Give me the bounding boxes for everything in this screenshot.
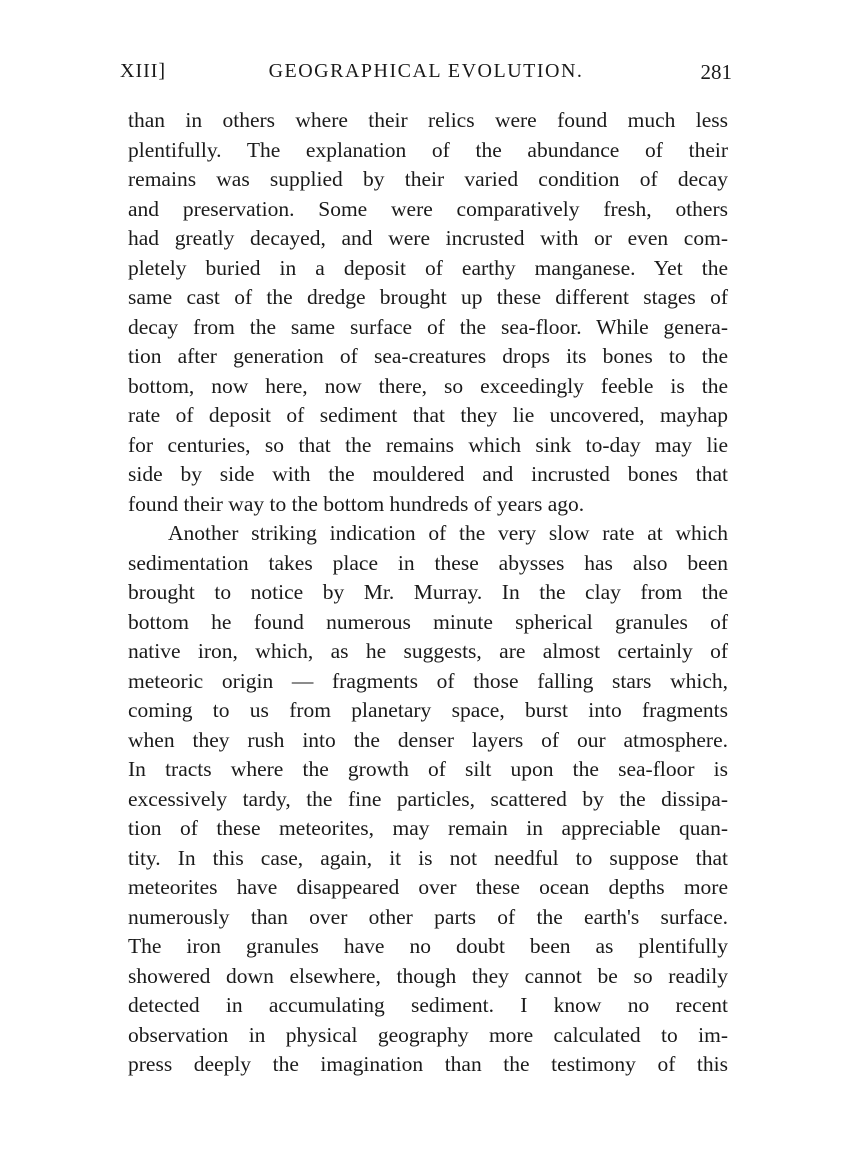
text-line: for centuries, so that the remains which sink to-day may lie	[128, 432, 728, 457]
text-line: bottom he found numerous minute spherical granules of	[128, 609, 728, 634]
paragraph	[128, 106, 728, 519]
text-line: press deeply the imagination than the testimony of this	[128, 1052, 728, 1076]
text-line: remains was supplied by their varied condition of decay	[128, 167, 728, 191]
text-line: pletely buried in a deposit of earthy manganese. Yet the	[128, 255, 728, 280]
text-line: detected in accumulating sediment. I know no recent	[128, 993, 728, 1017]
text-line: than in others where their relics were found much less	[128, 108, 728, 132]
page-number: 281	[700, 60, 732, 84]
text-line: and preservation. Some were comparatively fresh, others	[128, 196, 728, 221]
text-line: coming to us from planetary space, burst into fragments	[128, 698, 728, 722]
text-line: tion after generation of sea-creatures drops its bones to the	[128, 344, 728, 368]
text-line: In tracts where the growth of silt upon the sea-floor is	[128, 757, 728, 781]
text-line: plentifully. The explanation of the abundance of their	[128, 137, 728, 162]
text-line: sedimentation takes place in these abysses has also been	[128, 550, 728, 575]
running-head	[120, 60, 732, 90]
text-line: showered down elsewhere, though they cannot be so readily	[128, 963, 728, 988]
running-title: GEOGRAPHICAL EVOLUTION.	[268, 60, 584, 82]
text-line: tity. In this case, again, it is not needful to suppose that	[128, 845, 728, 870]
text-line: native iron, which, as he suggests, are almost certainly of	[128, 639, 728, 663]
text-line: The iron granules have no doubt been as plentifully	[128, 934, 728, 958]
text-line: brought to notice by Mr. Murray. In the clay from the	[128, 580, 728, 604]
text-line: bottom, now here, now there, so exceedingly feeble is the	[128, 373, 728, 398]
body-text	[128, 106, 728, 1080]
text-line: Another striking indication of the very slow rate at which	[168, 521, 728, 545]
paragraph	[128, 519, 728, 1080]
text-line: meteorites have disappeared over these ocean depths more	[128, 875, 728, 899]
text-line: same cast of the dredge brought up these different stages of	[128, 285, 728, 309]
text-line: when they rush into the denser layers of our atmosphere.	[128, 727, 728, 752]
text-line: numerously than over other parts of the earth's surface.	[128, 904, 728, 929]
text-line: side by side with the mouldered and incrusted bones that	[128, 462, 728, 486]
text-line: meteoric origin — fragments of those falling stars which,	[128, 668, 728, 693]
text-line: tion of these meteorites, may remain in appreciable quan-	[128, 816, 728, 840]
text-line: decay from the same surface of the sea-floor. While genera-	[128, 314, 728, 339]
text-line: excessively tardy, the fine particles, scattered by the dissipa-	[128, 786, 728, 811]
text-line: rate of deposit of sediment that they lie uncovered, mayhap	[128, 403, 728, 427]
chapter-number: XIII]	[120, 60, 167, 82]
text-line: had greatly decayed, and were incrusted with or even com-	[128, 226, 728, 250]
text-line: found their way to the bottom hundreds of years ago.	[128, 491, 585, 516]
text-line: observation in physical geography more calculated to im-	[128, 1022, 728, 1047]
